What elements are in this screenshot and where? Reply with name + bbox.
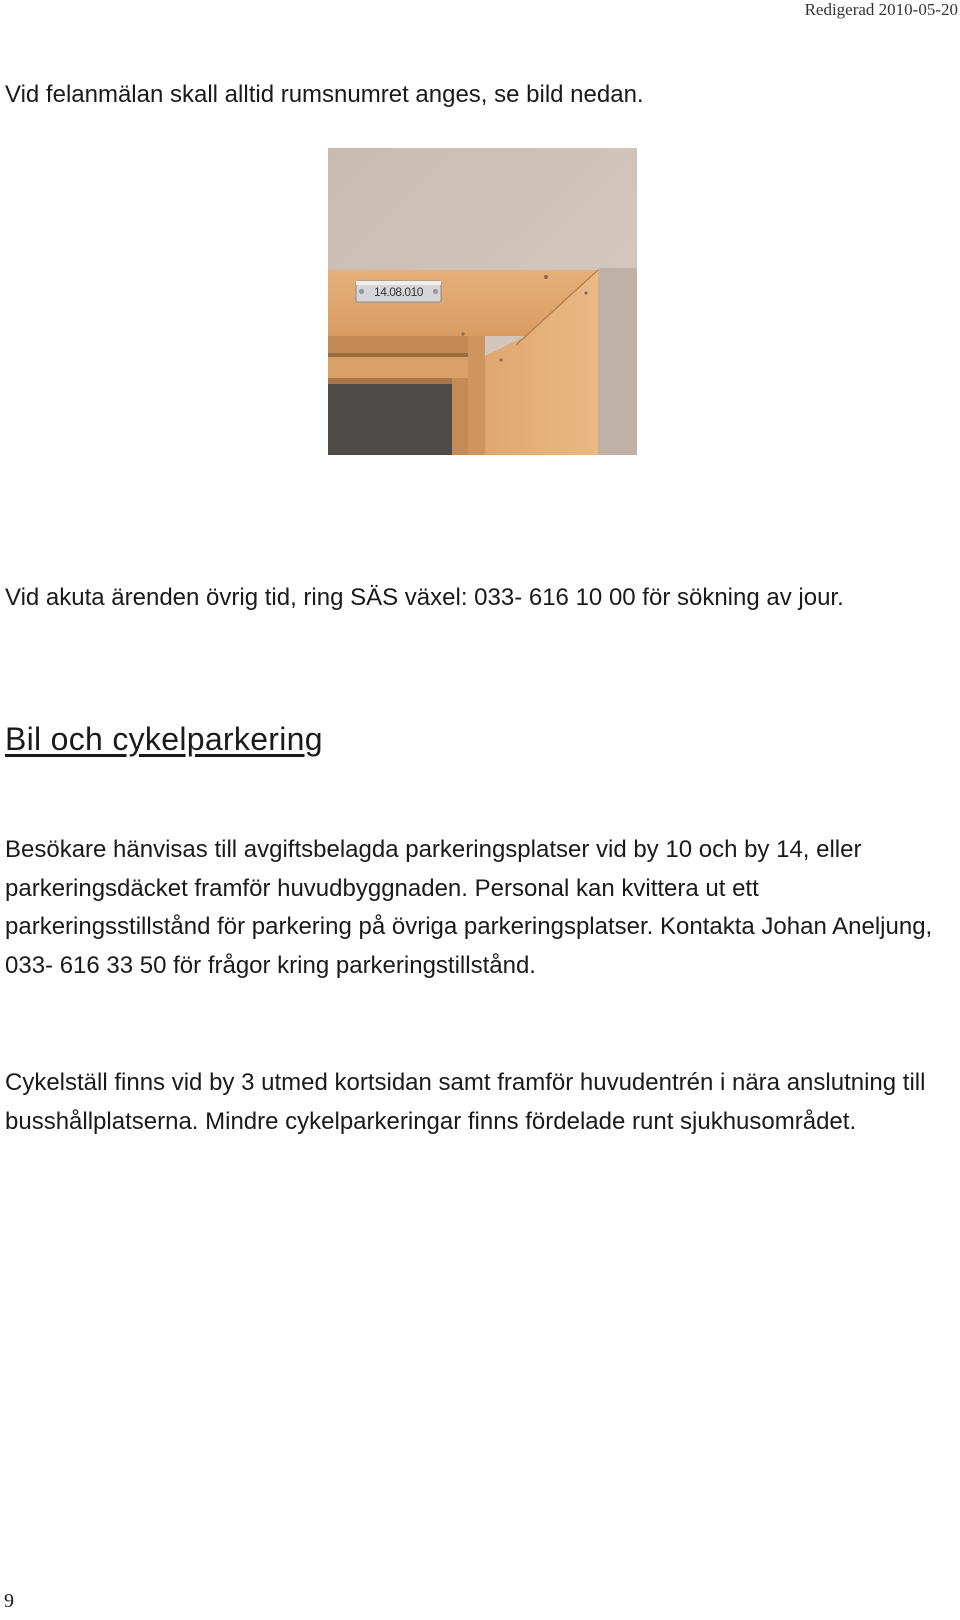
acute-contact-paragraph: Vid akuta ärenden övrig tid, ring SÄS växel: 033- 616 10 00 för sökning av jour.: [5, 584, 844, 611]
bike-parking-paragraph: Cykelställ finns vid by 3 utmed kortsidan samt framför huvudentrén i nära anslutning till busshållplatserna. Mindre cykelparkeringar finns fördelade runt sjukhusområdet.: [5, 1069, 926, 1135]
door-room-number-photo: [328, 148, 637, 455]
intro-paragraph: Vid felanmälan skall alltid rumsnumret anges, se bild nedan.: [5, 81, 644, 108]
room-number-text: 14.08.010: [374, 285, 423, 299]
section-heading: Bil och cykelparkering: [5, 721, 323, 757]
page-number: 9: [4, 1590, 14, 1612]
room-number-sign: [356, 281, 441, 302]
door-panel: [328, 383, 456, 455]
parking-paragraph: Besökare hänvisas till avgiftsbelagda parkeringsplatser vid by 10 och by 14, eller parkeringsdäcket framför huvudbyggnaden. Personal kan kvittera ut ett parkeringsstillstånd för parkering på övriga parkeringsplatser. Kontakta Johan Aneljung, 033- 616 33 50 för frågor kring parkeringstillstånd.: [5, 836, 933, 979]
revision-date: Redigerad 2010-05-20: [804, 0, 958, 19]
